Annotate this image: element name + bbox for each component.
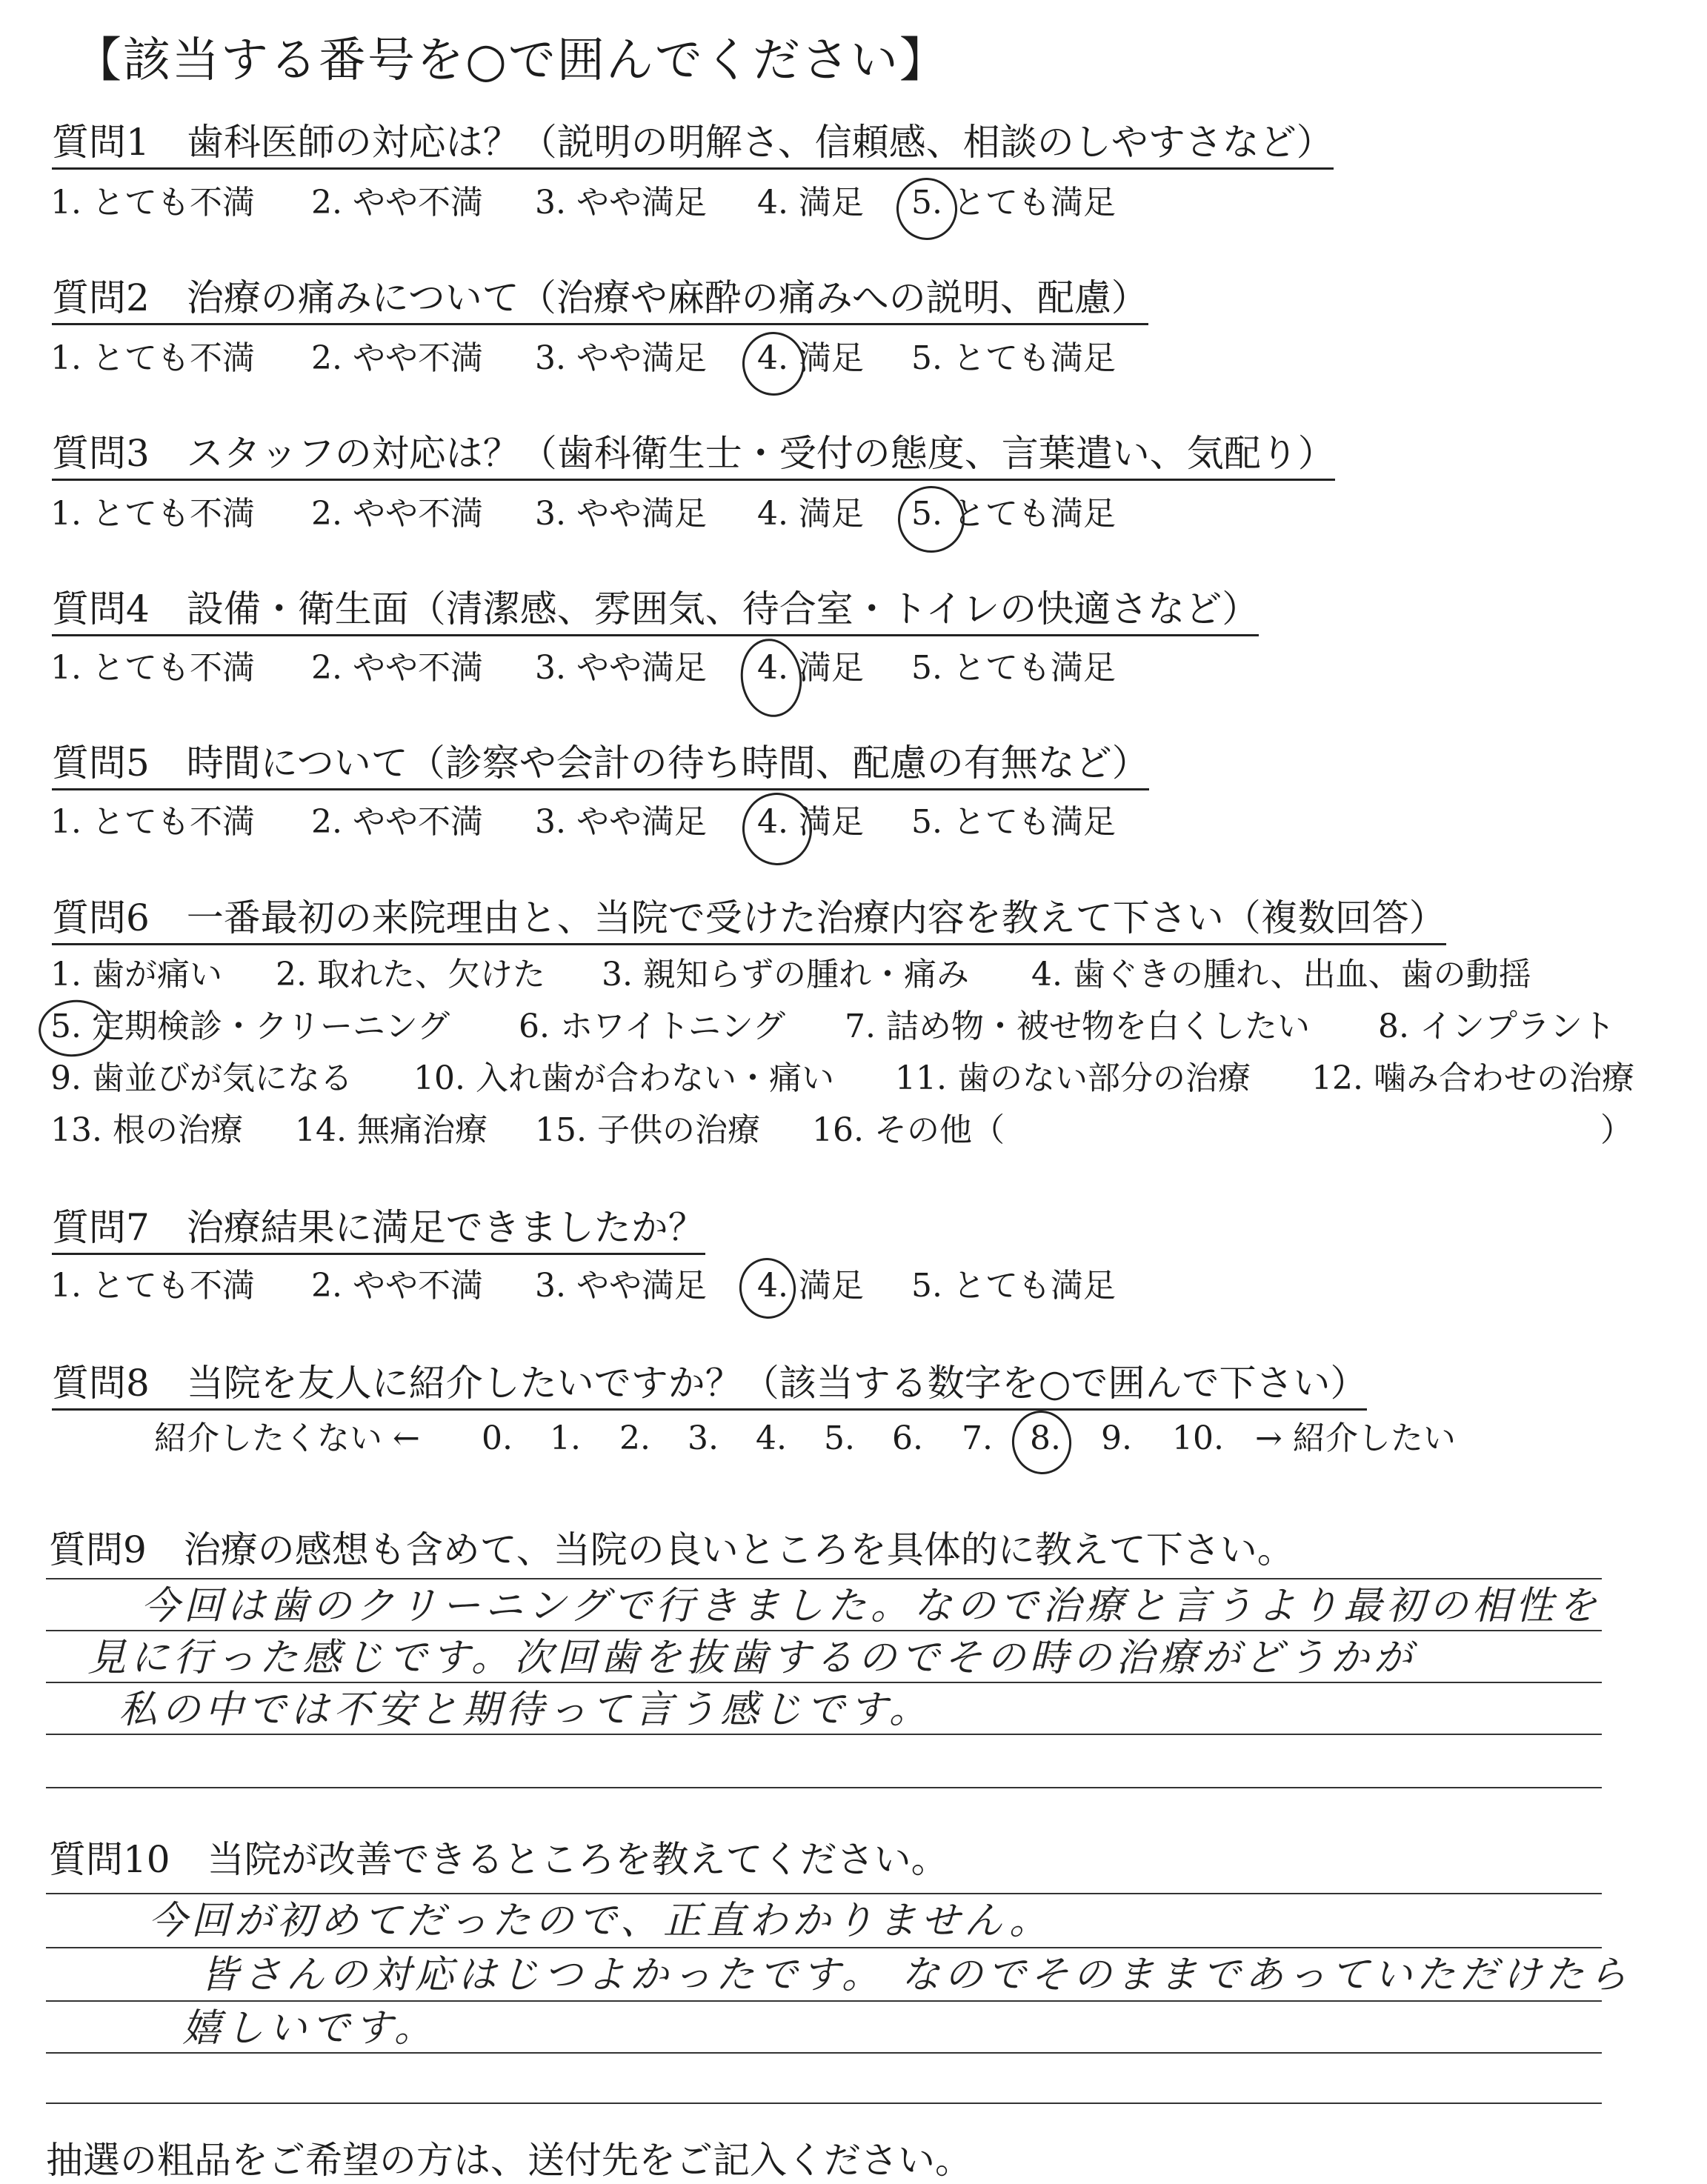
q8-number-1[interactable]: 1. [550,1419,581,1457]
question-2-label: 質問2 治療の痛みについて（治療や麻酔の痛みへの説明、配慮） [52,278,1148,325]
question-4-label: 質問4 設備・衛生面（清潔感、雰囲気、待合室・トイレの快適さなど） [52,589,1259,636]
q6-option-3[interactable]: 3. 親知らずの腫れ・痛み [602,956,969,993]
q1-option-3[interactable]: 3. やや満足 [535,184,707,222]
q8-number-9[interactable]: 9. [1101,1419,1132,1457]
q6-option-9[interactable]: 9. 歯並びが気になる [50,1059,353,1097]
q3-option-5[interactable]: 5. とても満足 [911,495,1116,533]
q5-option-4[interactable]: 4. 満足 [757,803,864,841]
q9-rule-4 [46,1734,1602,1735]
q4-option-1[interactable]: 1. とても不満 [50,649,255,687]
q4-option-5[interactable]: 5. とても満足 [911,649,1116,687]
q6-option-8[interactable]: 8. インプラント [1378,1008,1615,1045]
q6-option-15[interactable]: 15. 子供の治療 [535,1111,760,1149]
question-3-label: 質問3 スタッフの対応は？（歯科衛生士・受付の態度、言葉遣い、気配り） [52,433,1335,481]
q6-option-10[interactable]: 10. 入れ歯が合わない・痛い [413,1059,834,1097]
question-8-label: 質問8 当院を友人に紹介したいですか？（該当する数字を○で囲んで下さい） [52,1363,1367,1411]
q5-option-5[interactable]: 5. とても満足 [911,803,1116,841]
q5-option-3[interactable]: 3. やや満足 [535,803,707,841]
q9-rule-1 [46,1578,1602,1579]
q2-option-1[interactable]: 1. とても不満 [50,339,255,377]
q6-selected-circle [35,996,113,1062]
q10-answer-line-2: 皆さんの対応はじつよかったです。 なのでそのままであっていただけたら [200,1953,1631,1997]
q7-option-3[interactable]: 3. やや満足 [535,1267,707,1305]
q3-option-1[interactable]: 1. とても不満 [50,495,255,533]
q8-number-4[interactable]: 4. [756,1419,787,1457]
q7-option-4[interactable]: 4. 満足 [757,1267,864,1305]
q10-answer-line-1: 今回が初めてだったので、正直わかりません。 [148,1899,1053,1943]
question-7-label: 質問7 治療結果に満足できましたか？ [52,1208,705,1255]
q1-option-4[interactable]: 4. 満足 [757,184,864,222]
question-10-label: 質問10 当院が改善できるところを教えてください。 [49,1838,948,1881]
q6-option-5[interactable]: 5. 定期検診・クリーニング [50,1008,450,1045]
q8-number-2[interactable]: 2. [619,1419,650,1457]
q8-selected-circle [1008,1407,1075,1478]
question-1-label: 質問1 歯科医師の対応は？（説明の明解さ、信頼感、相談のしやすさなど） [52,122,1334,170]
q8-right-label: → 紹介したい [1255,1419,1456,1457]
q5-selected-circle [738,788,817,870]
q10-rule-5 [46,2103,1602,2104]
q1-option-1[interactable]: 1. とても不満 [50,184,255,222]
q4-option-4[interactable]: 4. 満足 [757,649,864,687]
q10-answer-line-3: 嬉しいです。 [182,2006,437,2051]
prize-request-note: 抽選の粗品をご希望の方は、送付先をご記入ください。 [46,2139,972,2182]
q8-number-5[interactable]: 5. [824,1419,855,1457]
q1-option-2[interactable]: 2. やや不満 [311,184,483,222]
q8-number-6[interactable]: 6. [892,1419,923,1457]
question-9-label: 質問9 治療の感想も含めて、当院の良いところを具体的に教えて下さい。 [49,1528,1294,1571]
q6-option-12[interactable]: 12. 噛み合わせの治療 [1311,1059,1634,1097]
q6-option-2[interactable]: 2. 取れた、欠けた [276,956,545,993]
q9-answer-line-1: 今回は歯のクリーニングで行きました。なので治療と言うより最初の相性を [141,1584,1601,1628]
q9-answer-line-3: 私の中では不安と期待って言う感じです。 [119,1688,932,1732]
q3-selected-circle [894,482,969,557]
q7-option-1[interactable]: 1. とても不満 [50,1267,255,1305]
q1-option-5[interactable]: 5. とても満足 [911,184,1116,222]
q6-other-close-paren: ） [1600,1111,1633,1149]
q6-option-13[interactable]: 13. 根の治療 [50,1111,243,1149]
q6-option-1[interactable]: 1. 歯が痛い [50,956,222,993]
q9-answer-line-2: 見に行った感じです。次回歯を抜歯するのでその時の治療がどうかが [87,1636,1417,1680]
q2-option-4[interactable]: 4. 満足 [757,339,864,377]
q9-rule-2 [46,1630,1602,1631]
q8-number-3[interactable]: 3. [688,1419,719,1457]
q8-number-8[interactable]: 8. [1030,1419,1061,1457]
q4-option-2[interactable]: 2. やや不満 [311,649,483,687]
q9-rule-5 [46,1787,1602,1788]
q8-number-7[interactable]: 7. [962,1419,993,1457]
q6-option-14[interactable]: 14. 無痛治療 [295,1111,488,1149]
q6-option-7[interactable]: 7. 詰め物・被せ物を白くしたい [845,1008,1310,1045]
q10-rule-1 [46,1893,1602,1894]
q9-rule-3 [46,1682,1602,1683]
q3-option-3[interactable]: 3. やや満足 [535,495,707,533]
page-title: 【該当する番号を○で囲んでください】 [74,33,948,88]
q7-option-2[interactable]: 2. やや不満 [311,1267,483,1305]
q4-option-3[interactable]: 3. やや満足 [535,649,707,687]
q6-option-4[interactable]: 4. 歯ぐきの腫れ、出血、歯の動揺 [1031,956,1531,993]
q6-option-6[interactable]: 6. ホワイトニング [519,1008,786,1045]
q6-option-11[interactable]: 11. 歯のない部分の治療 [895,1059,1251,1097]
q7-option-5[interactable]: 5. とても満足 [911,1267,1116,1305]
q2-option-5[interactable]: 5. とても満足 [911,339,1116,377]
question-6-label: 質問6 一番最初の来院理由と、当院で受けた治療内容を教えて下さい（複数回答） [52,898,1446,945]
q2-option-2[interactable]: 2. やや不満 [311,339,483,377]
q4-selected-circle [736,635,807,721]
q3-option-4[interactable]: 4. 満足 [757,495,864,533]
q5-option-2[interactable]: 2. やや不満 [311,803,483,841]
q2-option-3[interactable]: 3. やや満足 [535,339,707,377]
q7-selected-circle [736,1254,800,1322]
q6-option-16[interactable]: 16. その他（ [812,1111,1005,1149]
q8-number-10[interactable]: 10. [1172,1419,1224,1457]
q8-left-label: 紹介したくない ← [154,1419,420,1457]
q8-number-0[interactable]: 0. [482,1419,513,1457]
question-5-label: 質問5 時間について（診察や会計の待ち時間、配慮の有無など） [52,743,1149,790]
q5-option-1[interactable]: 1. とても不満 [50,803,255,841]
q10-rule-3 [46,2000,1602,2002]
q10-rule-2 [46,1947,1602,1948]
q3-option-2[interactable]: 2. やや不満 [311,495,483,533]
q10-rule-4 [46,2052,1602,2054]
